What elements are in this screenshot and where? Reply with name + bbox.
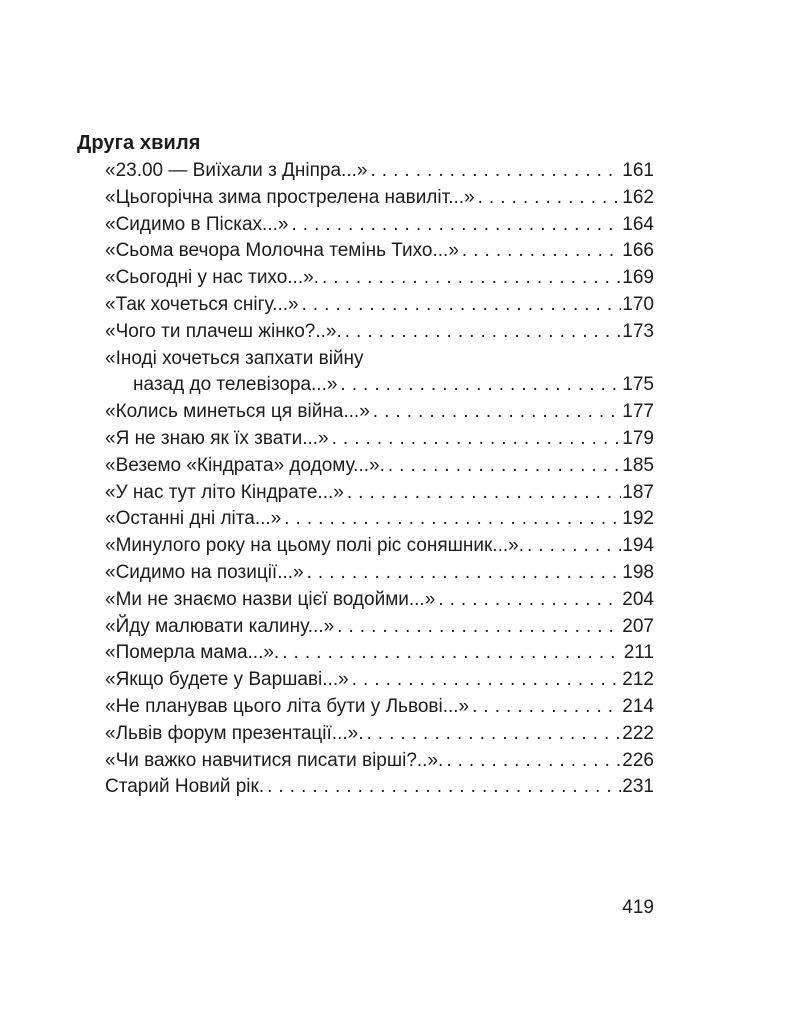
toc-entry-page-number: 179 — [622, 427, 654, 449]
toc-entry-page-number: 204 — [622, 588, 654, 610]
toc-entry-title: «Не планував цього літа бути у Львові...» — [105, 695, 470, 717]
page-number: 419 — [622, 897, 654, 918]
dot-leader — [264, 774, 621, 801]
toc-entry-line — [105, 399, 654, 426]
toc-entry-title: «Веземо «Кіндрата» додому...». — [105, 454, 385, 476]
toc-entry — [77, 560, 654, 587]
toc-entry — [77, 346, 654, 400]
dot-leader — [459, 238, 621, 265]
toc-entry — [77, 426, 654, 453]
toc-entry-page-number: 231 — [622, 776, 654, 798]
toc-entry-line — [105, 721, 654, 748]
dot-leader — [304, 560, 622, 587]
dot-leader — [385, 453, 621, 480]
table-of-contents — [77, 131, 654, 801]
toc-entry-page-number: 164 — [622, 213, 654, 235]
toc-entry-title: «Минулого року на цьому полі ріс соняшник...». — [105, 535, 524, 557]
toc-entry-line — [105, 319, 654, 346]
toc-entry — [77, 265, 654, 292]
toc-entry-page-number: 170 — [622, 293, 654, 315]
dot-leader — [435, 587, 621, 614]
dot-leader — [524, 533, 621, 560]
toc-entry — [77, 614, 654, 641]
toc-entry-line — [105, 185, 654, 212]
toc-entry — [77, 533, 654, 560]
toc-entry-line — [105, 640, 654, 667]
toc-entry-line — [105, 506, 654, 533]
toc-entry-page-number: 177 — [622, 401, 654, 423]
toc-entry-page-number: 175 — [622, 374, 654, 396]
toc-entry-title: «Йду малювати калину...» — [105, 615, 335, 637]
toc-entry-page-number: 222 — [622, 722, 654, 744]
toc-entry-line — [105, 480, 654, 507]
toc-entry — [77, 748, 654, 775]
toc-entry — [77, 721, 654, 748]
dot-leader — [337, 372, 621, 399]
toc-entry-line — [105, 265, 654, 292]
toc-entry — [77, 453, 654, 480]
dot-leader — [344, 480, 621, 507]
toc-entry-page-number: 226 — [622, 749, 654, 771]
dot-leader — [334, 614, 621, 641]
toc-entry — [77, 185, 654, 212]
toc-entry — [77, 319, 654, 346]
toc-entry-title: «Померла мама...». — [105, 642, 280, 664]
dot-leader — [443, 748, 621, 775]
toc-entry — [77, 587, 654, 614]
toc-entry-line — [105, 748, 654, 775]
toc-entry-title: «Якщо будете у Варшаві...» — [105, 669, 349, 691]
toc-entry — [77, 399, 654, 426]
toc-entry-line — [105, 292, 654, 319]
dot-leader — [370, 399, 622, 426]
toc-entry — [77, 506, 654, 533]
toc-entry-page-number: 207 — [622, 615, 654, 637]
toc-entry — [77, 667, 654, 694]
toc-entry-title: «Цьогорічна зима прострелена навиліт...» — [105, 186, 475, 208]
toc-entry-line — [105, 667, 654, 694]
toc-entry-title: «У нас тут літо Кіндрате...» — [105, 481, 344, 503]
dot-leader — [349, 667, 622, 694]
toc-entry-title: «Сидимо в Пісках...» — [105, 213, 289, 235]
toc-entry-page-number: 192 — [622, 508, 654, 530]
dot-leader — [364, 721, 622, 748]
toc-entry-page-number: 194 — [622, 535, 654, 557]
dot-leader — [367, 158, 621, 185]
dot-leader — [475, 185, 622, 212]
section-title: Друга хвиля — [77, 132, 201, 154]
toc-entry-page-number: 166 — [622, 240, 654, 262]
toc-entry-title: «Сьогодні у нас тихо...». — [105, 267, 319, 289]
toc-entry — [77, 774, 654, 801]
toc-entry-title: «Чи важко навчитися писати вірші?..». — [105, 749, 444, 771]
toc-entry-line — [105, 774, 654, 801]
toc-entry-title: «Останні дні літа...» — [105, 508, 282, 530]
toc-entry-page-number: 198 — [622, 561, 654, 583]
toc-entry — [77, 694, 654, 721]
toc-entry-line — [105, 238, 654, 265]
toc-entry-title: «Чого ти плачеш жінко?..». — [105, 320, 342, 342]
toc-entry — [77, 480, 654, 507]
dot-leader — [288, 212, 621, 239]
toc-entry-line — [105, 533, 654, 560]
toc-entry-line — [105, 346, 654, 373]
toc-entry — [77, 640, 654, 667]
dot-leader — [319, 265, 621, 292]
toc-entry-title: «Сьома вечора Молочна темінь Тихо...» — [105, 240, 459, 262]
toc-entry-title: «Львів форум презентації...». — [105, 722, 364, 744]
toc-entry-line — [105, 694, 654, 721]
toc-entry-line — [105, 158, 654, 185]
dot-leader — [299, 292, 622, 319]
toc-entry-line — [105, 212, 654, 239]
toc-entry-page-number: 211 — [623, 642, 654, 664]
toc-entry-page-number: 187 — [622, 481, 654, 503]
toc-entry-title: «Я не знаю як їх звати...» — [105, 427, 329, 449]
dot-leader — [342, 319, 622, 346]
toc-entry-title: Старий Новий рік. — [105, 776, 265, 798]
toc-entry-page-number: 169 — [622, 267, 654, 289]
toc-entry-title: «Іноді хочеться запхати війну — [105, 347, 364, 369]
dot-leader — [281, 506, 621, 533]
dot-leader — [329, 426, 622, 453]
toc-entry-page-number: 162 — [622, 186, 654, 208]
dot-leader — [279, 640, 622, 667]
toc-entry-title: «23.00 — Виїхали з Дніпра...» — [105, 160, 368, 181]
toc-entry-line — [105, 426, 654, 453]
toc-entry-line — [105, 560, 654, 587]
toc-entry — [77, 158, 654, 185]
toc-entry-page-number: 214 — [622, 695, 654, 717]
toc-entry-title: «Сидимо на позиції...» — [105, 561, 304, 583]
toc-entry — [77, 212, 654, 239]
toc-entry-title: «Ми не знаємо назви цієї водойми...» — [105, 588, 436, 610]
toc-entry-title: назад до телевізора...» — [133, 374, 338, 396]
toc-entry-continuation-line — [105, 372, 654, 399]
toc-entry-page-number: 185 — [622, 454, 654, 476]
toc-entry-line — [105, 453, 654, 480]
toc-entry — [77, 238, 654, 265]
toc-entry-title: «Колись минеться ця війна...» — [105, 401, 370, 423]
toc-entry-line — [105, 614, 654, 641]
toc-entry-list — [77, 158, 654, 801]
toc-entry-page-number: 173 — [622, 320, 654, 342]
toc-entry-page-number: 161 — [622, 160, 654, 181]
toc-entry-line — [105, 587, 654, 614]
toc-entry — [77, 292, 654, 319]
toc-entry-page-number: 212 — [622, 669, 654, 691]
dot-leader — [469, 694, 621, 721]
toc-entry-title: «Так хочеться снігу...» — [105, 293, 299, 315]
